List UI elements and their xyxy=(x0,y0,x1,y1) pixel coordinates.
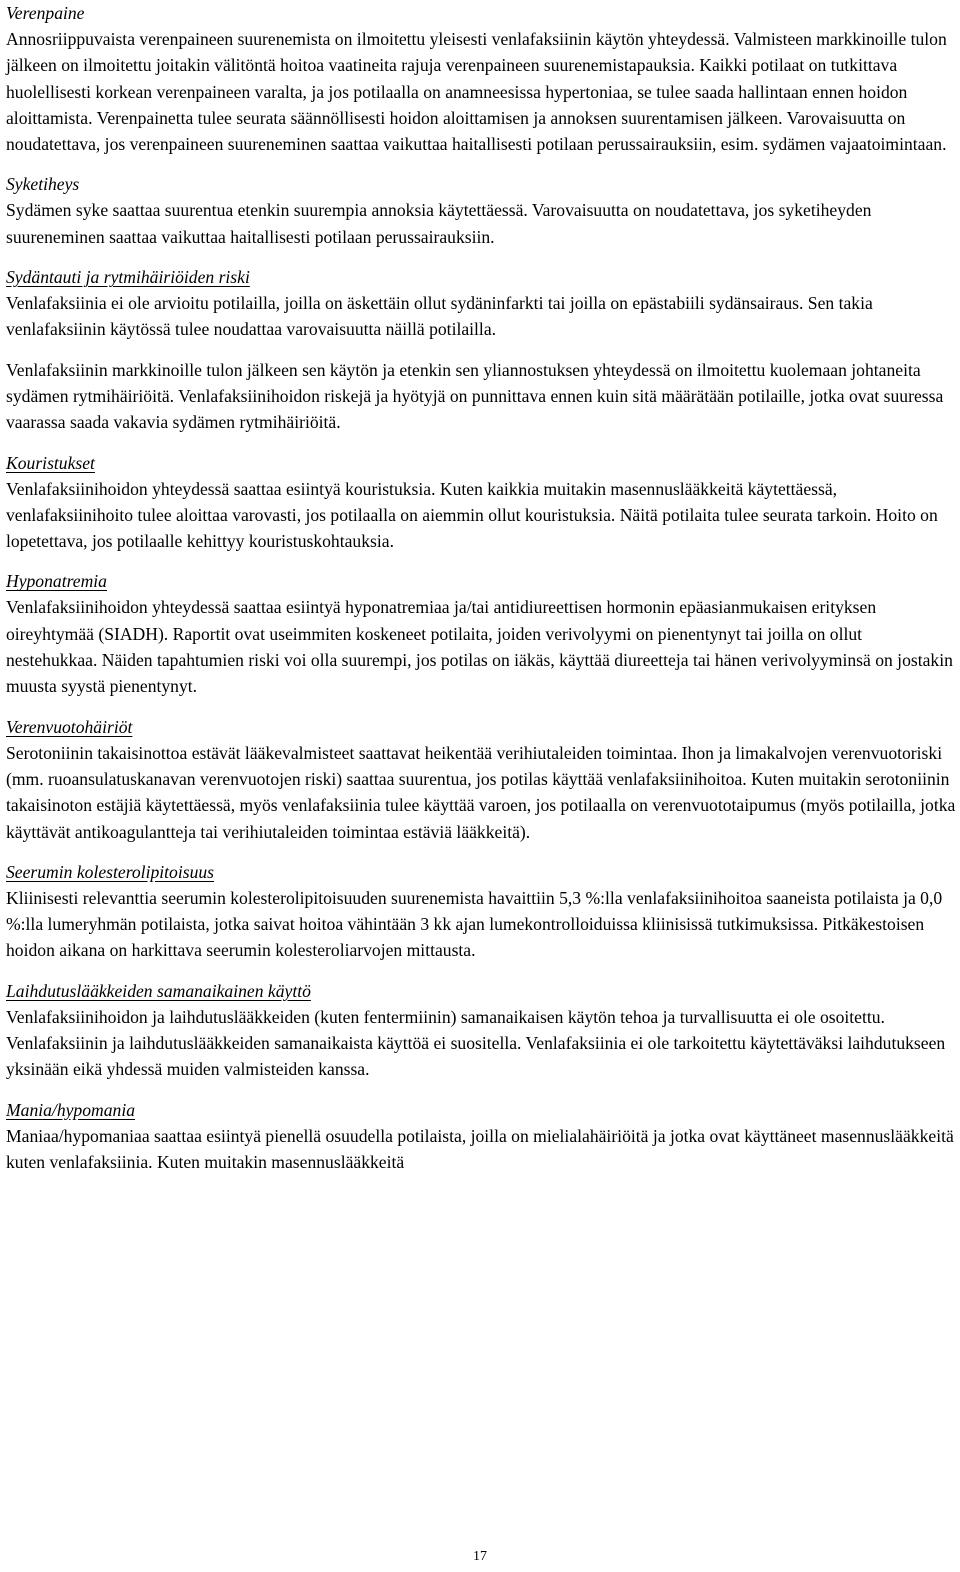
section-paragraph: Venlafaksiinihoidon yhteydessä saattaa esiintyä kouristuksia. Kuten kaikkia muitakin masennuslääkkeitä käytettäessä, venlafaksiinihoito tulee aloittaa varovasti, jos potilaalla on aiemmin ollut kouristuksia. Näitä potilaita tulee seurata tarkoin. Hoito on lopetettava, jos potilaalle kehittyy kouristuskohtauksia. xyxy=(6,478,938,552)
section-hyponatremia xyxy=(6,568,956,699)
section-heading: Hyponatremia xyxy=(6,571,107,592)
section-verenvuotohairiot xyxy=(6,714,956,845)
document-page xyxy=(6,0,956,1175)
section-heading: Laihdutuslääkkeiden samanaikainen käyttö xyxy=(6,980,311,1001)
section-paragraph: Kliinisesti relevanttia seerumin kolesterolipitoisuuden suurenemista havaittiin 5,3 %:lla venlafaksiinihoitoa saaneista potilaista ja 0,0 %:lla lumeryhmän potilaista, jotka saivat hoitoa vähintään 3 kk ajan lumekontrolloiduissa kliinisissä tutkimuksissa. Pitkäkestoisen hoidon aikana on harkittava seerumin kolesteroliarvojen mittausta. xyxy=(6,887,943,961)
section-heading: Sydäntauti ja rytmihäiriöiden riski xyxy=(6,267,250,288)
section-heading: Seerumin kolesterolipitoisuus xyxy=(6,861,215,882)
section-paragraph: Venlafaksiinin markkinoille tulon jälkeen sen käytön ja etenkin sen yliannostuksen yhteydessä on ilmoitettu kuolemaan johtaneita sydämen rytmihäiriöitä. Venlafaksiinihoidon riskejä ja hyötyjä on punnittava ennen kuin sitä määrätään potilaille, jotka ovat suuressa vaarassa saada vakavia sydämen rytmihäiriöitä. xyxy=(6,359,944,433)
section-kolesteroli xyxy=(6,859,956,964)
page-number: 17 xyxy=(473,1549,487,1564)
section-heading: Verenpaine xyxy=(6,3,85,23)
section-verenpaine xyxy=(6,0,956,157)
section-paragraph: Venlafaksiinihoidon yhteydessä saattaa esiintyä hyponatremiaa ja/tai antidiureettisen hormonin epäasianmukaisen erityksen oireyhtymää (SIADH). Raportit ovat useimmiten koskeneet potilaita, joiden verivolyymi on pienentynyt tai joilla on ollut nestehukkaa. Näiden tapahtumien riski voi olla suurempi, jos potilas on iäkäs, käyttää diureetteja tai hänen verivolyyminsä on jostakin muusta syystä pienentynyt. xyxy=(6,597,953,697)
section-paragraph: Venlafaksiinihoidon ja laihdutuslääkkeiden (kuten fentermiinin) samanaikaisen käytön tehoa ja turvallisuutta ei ole osoitettu. Venlafaksiinin ja laihdutuslääkkeiden samanaikaista käyttöä ei suositella. Venlafaksiinia ei ole tarkoitettu käytettäväksi laihdutukseen yksinään eikä yhdessä muiden valmisteiden kanssa. xyxy=(6,1006,946,1080)
section-heading: Verenvuotohäiriöt xyxy=(6,716,133,737)
section-heading: Syketiheys xyxy=(6,174,80,195)
section-paragraph: Maniaa/hypomaniaa saattaa esiintyä pienellä osuudella potilaista, joilla on mielialahäiriöitä ja jotka ovat käyttäneet masennuslääkkeitä kuten venlafaksiinia. Kuten muitakin masennuslääkkeitä xyxy=(6,1125,954,1172)
section-paragraph: Sydämen syke saattaa suurentua etenkin suurempia annoksia käytettäessä. Varovaisuutta on noudatettava, jos syketiheyden suureneminen saattaa vaikuttaa haitallisesti potilaan perussairauksiin. xyxy=(6,200,872,247)
section-syketiheys xyxy=(6,171,956,250)
section-kouristukset xyxy=(6,450,956,555)
section-laihdutuslaakkeet xyxy=(6,978,956,1083)
section-heading: Mania/hypomania xyxy=(6,1099,136,1120)
section-heading: Kouristukset xyxy=(6,452,95,473)
section-paragraph: Annosriippuvaista verenpaineen suurenemista on ilmoitettu yleisesti venlafaksiinin käytön yhteydessä. Valmisteen markkinoille tulon jälkeen on ilmoitettu joitakin välitöntä hoitoa vaatineita rajuja verenpaineen suurenemistapauksia. Kaikki potilaat on tutkittava huolellisesti korkean verenpaineen varalta, ja jos potilaalla on anamneesissa hypertoniaa, se tulee saada hallintaan ennen hoidon aloittamista. Verenpainetta tulee seurata säännöllisesti hoidon aloittamisen ja annoksen suurentamisen jälkeen. Varovaisuutta on noudatettava, jos verenpaineen suureneminen saattaa vaikuttaa haitallisesti potilaan perussairauksiin, esim. sydämen vajaatoimintaan. xyxy=(6,29,947,155)
section-sydantauti xyxy=(6,264,956,435)
section-mania xyxy=(6,1097,956,1176)
section-paragraph: Serotoniinin takaisinottoa estävät lääkevalmisteet saattavat heikentää verihiutaleiden toimintaa. Ihon ja limakalvojen verenvuotoriski (mm. ruoansulatuskanavan verenvuotojen riski) saattaa suurentua, jos potilas käyttää venlafaksiinihoitoa. Kuten muitakin serotoniinin takaisinoton estäjiä käytettäessä, myös venlafaksiinia tulee käyttää varoen, jos potilaalla on verenvuototaipumus (myös potilailla, jotka käyttävät antikoagulantteja tai verihiutaleiden toimintaa estäviä lääkkeitä). xyxy=(6,742,956,842)
section-paragraph: Venlafaksiinia ei ole arvioitu potilailla, joilla on äskettäin ollut sydäninfarkti tai joilla on epästabiili sydänsairaus. Sen takia venlafaksiinin käytössä tulee noudattaa varovaisuutta näillä potilailla. xyxy=(6,293,873,340)
